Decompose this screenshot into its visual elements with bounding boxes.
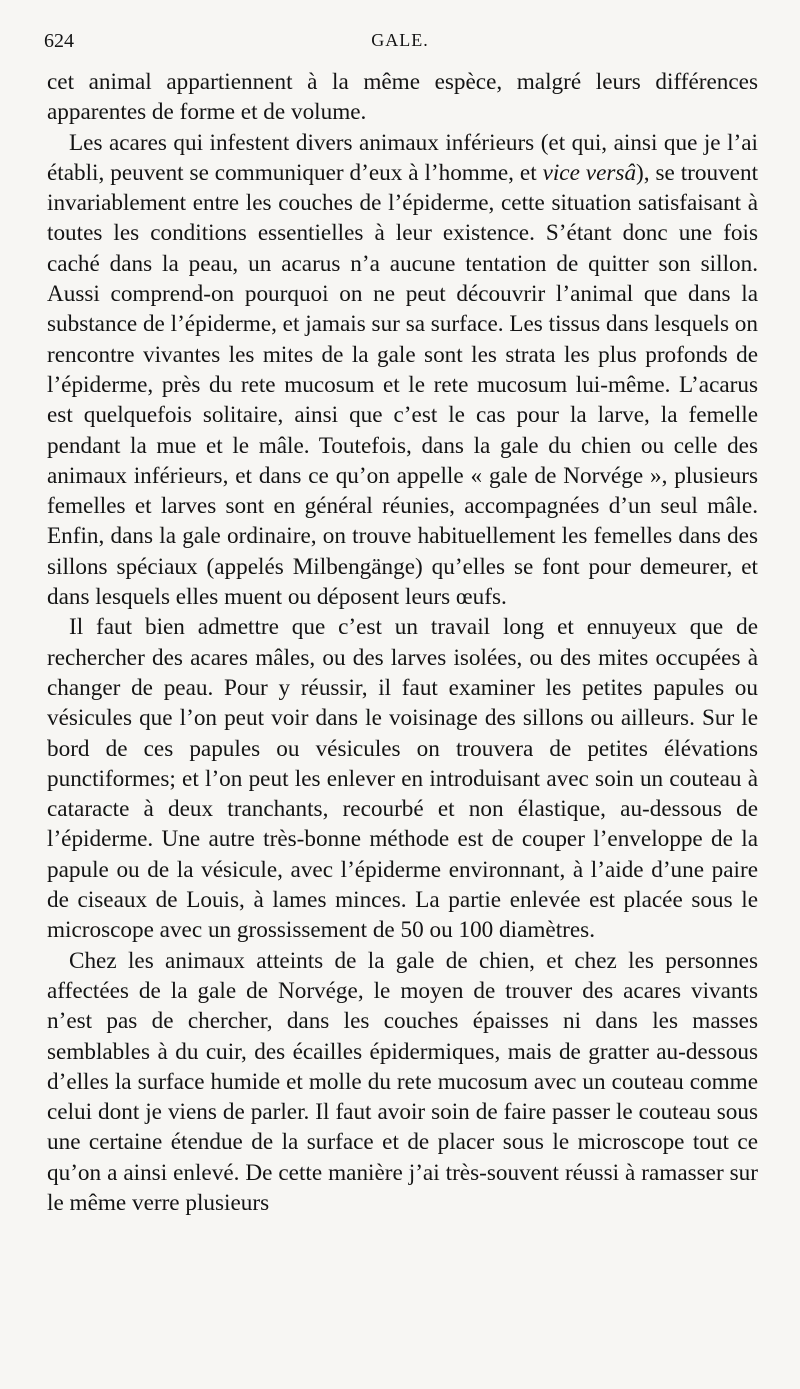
running-title: GALE. xyxy=(371,30,429,50)
emphasis-vice-versa: vice versâ xyxy=(542,159,637,186)
paragraph-norway-scabies: Chez les animaux atteints de la gale de chien, et chez les personnes affectées de la gale de Norvége, le moyen de trouver des acares vivants n’est pas de chercher, dans les couches épaisses ni dans les masses semblables à du cuir, des écailles épidermiques, mais de gratter au-dessous d’elles la surface humide et molle du rete mucosum avec un couteau comme celui dont je viens de parler. Il faut avoir soin de faire passer le couteau sous une certaine étendue de la surface et de placer sous le microscope tout ce qu’on a ainsi enlevé. De cette manière j’ai très-souvent réussi à ramasser sur le même verre plusieurs xyxy=(47,947,758,1216)
paragraph-search-method: Il faut bien admettre que c’est un travail long et ennuyeux que de rechercher des acares mâles, ou des larves isolées, ou des mites occupées à changer de peau. Pour y réussir, il faut examiner les petites papules ou vésicules que l’on peut voir dans le voisinage des sillons ou ailleurs. Sur le bord de ces papules ou vésicules on trouvera de petites élévations punctiformes; et l’on peut les enlever en introduisant avec soin un couteau à cataracte à deux tranchants, recourbé et non élastique, au-dessous de l’épiderme. Une autre très-bonne méthode est de couper l’enveloppe de la papule ou de la vésicule, avec l’épiderme environnant, à l’aide d’une paire de ciseaux de Louis, à lames minces. La partie enlevée est placée sous le microscope avec un grossissement de 50 ou 100 diamètres. xyxy=(47,614,758,944)
paragraph-text-before-emphasis: Les acares qui infestent divers animaux inférieurs (et qui, ainsi que je l’ai établi, peuvent se communiquer d’eux à l’homme, et xyxy=(47,129,758,186)
page-number: 624 xyxy=(44,30,74,52)
page-header xyxy=(44,30,756,60)
paragraph-text-after-emphasis: ), se trouvent invariablement entre les couches de l’épiderme, cette situation satisfaisant à toutes les conditions essentielles à leur existence. S’étant donc une fois caché dans la peau, un acarus n’a aucune tentation de quitter son sillon. Aussi comprend-on pourquoi on ne peut découvrir l’animal que dans la substance de l’épiderme, et jamais sur sa surface. Les tissus dans lesquels on rencontre vivantes les mites de la gale sont les strata les plus profonds de l’épiderme, près du rete mucosum et le rete mucosum lui-même. L’acarus est quelquefois solitaire, ainsi que c’est le cas pour la larve, la femelle pendant la mue et le mâle. Toutefois, dans la gale du chien ou celle des animaux inférieurs, et dans ce qu’on appelle « gale de Norvége », plusieurs femelles et larves sont en général réunies, accompagnées d’un seul mâle. Enfin, dans la gale ordinaire, on trouve habituellement les femelles dans des sillons spéciaux (appelés Milbengänge) qu’elles se font pour demeurer, et dans lesquels elles muent ou déposent leurs œufs. xyxy=(47,159,759,611)
paragraph-continuation: cet animal appartiennent à la même espèce, malgré leurs différences apparentes de forme et de volume. xyxy=(47,69,758,126)
paragraph-acares-habitat xyxy=(47,128,758,613)
body-text xyxy=(47,67,758,1218)
